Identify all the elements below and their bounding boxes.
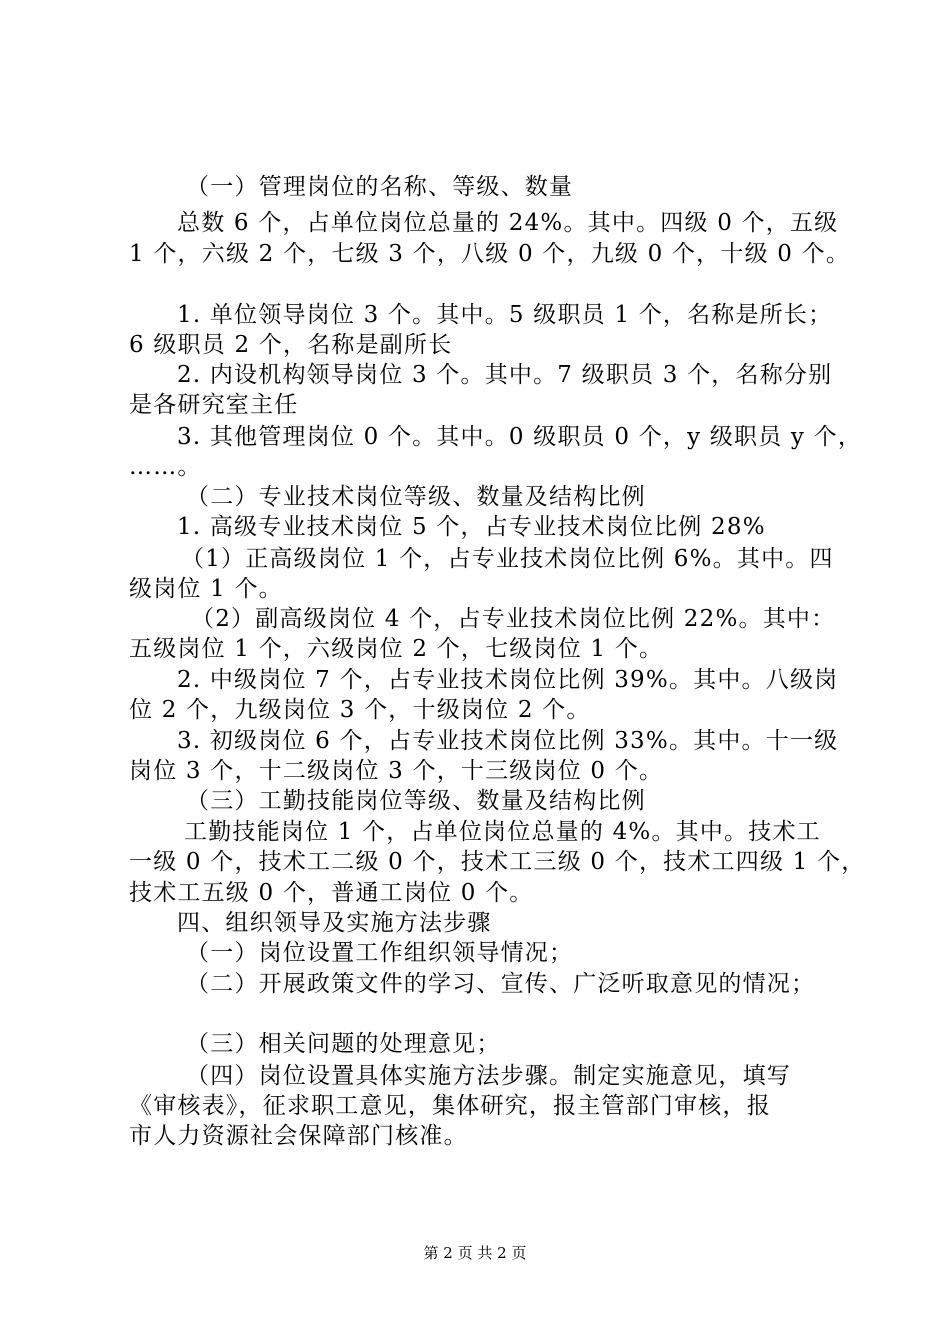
list-item: （四）岗位设置具体实施方法步骤。制定实施意见，填写: [186, 1063, 791, 1089]
list-item-continuation: 《审核表》，征求职工意见，集体研究，报主管部门审核，报: [129, 1093, 771, 1119]
section-heading-service-posts: （三）工勤技能岗位等级、数量及结构比例: [186, 788, 646, 814]
list-item: （三）相关问题的处理意见；: [186, 1031, 501, 1057]
list-item-continuation: 位 2 个，九级岗位 3 个，十级岗位 2 个。: [129, 697, 591, 723]
paragraph-line: 工勤技能岗位 1 个，占单位岗位总量的 4%。其中。技术工: [184, 819, 821, 845]
list-item: （1）正高级岗位 1 个，占专业技术岗位比例 6%。其中。四: [181, 546, 834, 572]
list-item: 3. 其他管理岗位 0 个。其中。0 级职员 0 个，y 级职员 y 个，: [177, 424, 863, 450]
list-item: 1. 高级专业技术岗位 5 个，占专业技术岗位比例 28%: [177, 514, 766, 540]
section-heading-technical-posts: （二）专业技术岗位等级、数量及结构比例: [186, 484, 646, 510]
list-item: （2）副高级岗位 4 个，占专业技术岗位比例 22%。其中：: [191, 606, 836, 632]
section-heading-organization: 四、组织领导及实施方法步骤: [177, 910, 492, 936]
list-item-continuation: 市人力资源社会保障部门核准。: [129, 1123, 468, 1149]
section-heading-management-posts: （一）管理岗位的名称、等级、数量: [186, 174, 574, 200]
paragraph-line: 技术工五级 0 个，普通工岗位 0 个。: [129, 880, 534, 906]
list-item-continuation: 级岗位 1 个。: [129, 576, 283, 602]
list-item: （二）开展政策文件的学习、宣传、广泛听取意见的情况；: [186, 971, 816, 997]
list-item: （一）岗位设置工作组织领导情况；: [186, 940, 574, 966]
list-item-continuation: 岗位 3 个，十二级岗位 3 个，十三级岗位 0 个。: [129, 758, 664, 784]
paragraph-line: 总数 6 个，占单位岗位总量的 24%。其中。四级 0 个，五级: [177, 210, 839, 236]
list-item: 3. 初级岗位 6 个，占专业技术岗位比例 33%。其中。十一级: [177, 728, 839, 754]
list-item: 1. 单位领导岗位 3 个。其中。5 级职员 1 个，名称是所长；: [177, 302, 833, 328]
list-item: 2. 中级岗位 7 个，占专业技术岗位比例 39%。其中。八级岗: [177, 667, 839, 693]
list-item-continuation: ……。: [129, 454, 202, 480]
list-item: 2. 内设机构领导岗位 3 个。其中。7 级职员 3 个，名称分别: [177, 362, 833, 388]
list-item-continuation: 是各研究室主任: [129, 392, 299, 418]
page-number-footer: 第 2 页 共 2 页: [423, 1244, 527, 1262]
paragraph-line: 1 个，六级 2 个，七级 3 个，八级 0 个，九级 0 个，十级 0 个。: [129, 241, 851, 267]
paragraph-line: 一级 0 个，技术工二级 0 个，技术工三级 0 个，技术工四级 1 个，: [129, 849, 866, 875]
list-item-continuation: 五级岗位 1 个，六级岗位 2 个，七级岗位 1 个。: [129, 636, 664, 662]
list-item-continuation: 6 级职员 2 个，名称是副所长: [129, 332, 453, 358]
